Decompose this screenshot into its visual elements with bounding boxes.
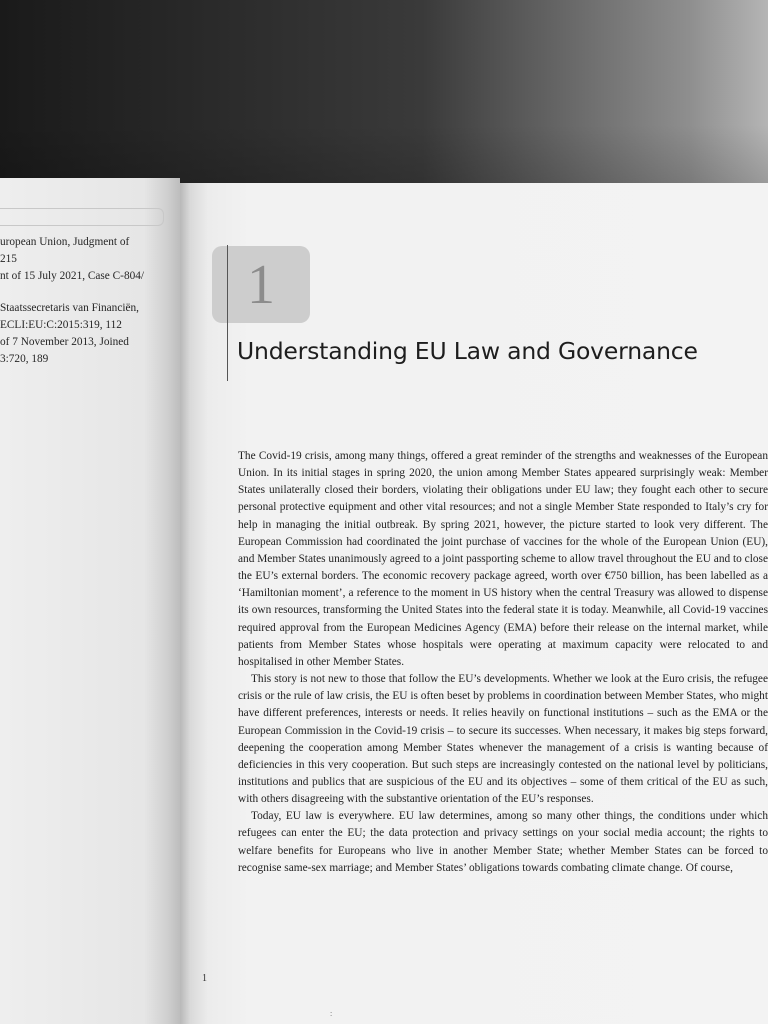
paragraph: This story is not new to those that follow the EU’s developments. Whether we look at the Euro crisis, the refugee crisis or the rule of law crisis, the EU is often beset by problems in coordination between Member States, who might have different preferences, interests or needs. It relies heavily on functional institutions – such as the EMA or the European Commission in the Covid-19 crisis – to secure its successes. When necessary, it makes big steps forward, deepening the cooperation among Member States whenever the management of a crisis is wanting because of deficiencies in this very cooperation. But such steps are increasingly contested on the national level by politicians, institutions and publics that are suspicious of the EU and its objectives – some of them critical of the EU as such, with others disagreeing with the substantive orientation of the EU’s responses.	[238, 673, 768, 806]
right-page	[180, 183, 768, 1024]
left-page-line: 215	[0, 253, 17, 265]
left-page-line: of 7 November 2013, Joined	[0, 336, 129, 348]
chapter-title: Understanding EU Law and Governance	[237, 337, 698, 365]
left-page-line: ECLI:EU:C:2015:319, 112	[0, 319, 122, 331]
left-page	[0, 178, 180, 1024]
left-page-line: nt of 15 July 2021, Case C-804/	[0, 270, 145, 282]
paragraph: The Covid-19 crisis, among many things, offered a great reminder of the strengths and weaknesses of the European Union. In its initial stages in spring 2020, the union among Member States appeared surprisingly weak: Member States unilaterally closed their borders, violating their obligations under EU law; they fought each other to secure personal protective equipment and other vital resources; and not a single Member State responded to Italy’s cry for help in managing the initial outbreak. By spring 2021, however, the picture started to look very different. The European Commission had coordinated the joint purchase of vaccines for the whole of the European Union (EU), and Member States unanimously agreed to a joint passporting scheme to allow travel throughout the EU and to close the EU’s external borders. The economic recovery package agreed, worth over €750 billion, has been labelled as a ‘Hamiltonian moment’, a reference to the moment in US history when the central Treasury was allowed to dispense its own resources, transforming the United States into the federal state it is today. Meanwhile, all Covid-19 vaccines required approval from the European Medicines Agency (EMA) before their release on the internal market, while patients from Member States whose hospitals were operating at maximum capacity were relocated to and hospitalised in other Member States.	[238, 450, 768, 668]
footer-mark: :	[330, 1009, 333, 1018]
left-page-line: 3:720, 189	[0, 353, 49, 365]
left-page-line: uropean Union, Judgment of	[0, 236, 130, 248]
left-page-line: Staatssecretaris van Financiën,	[0, 302, 139, 314]
left-page-tab-outline	[0, 208, 164, 226]
page-number: 1	[202, 973, 207, 984]
paragraph: Today, EU law is everywhere. EU law determines, among so many other things, the conditions under which refugees can enter the EU; the data protection and privacy settings on your social media account; the rights to welfare benefits for Europeans who live in another Member State; whether Member States can be forced to recognise same-sex marriage; and Member States’ obligations towards combating climate change. Of course,	[238, 810, 768, 874]
chapter-number: 1	[247, 253, 275, 316]
body-text	[238, 448, 768, 877]
chapter-rule	[227, 245, 228, 381]
background-shadow	[0, 0, 768, 185]
